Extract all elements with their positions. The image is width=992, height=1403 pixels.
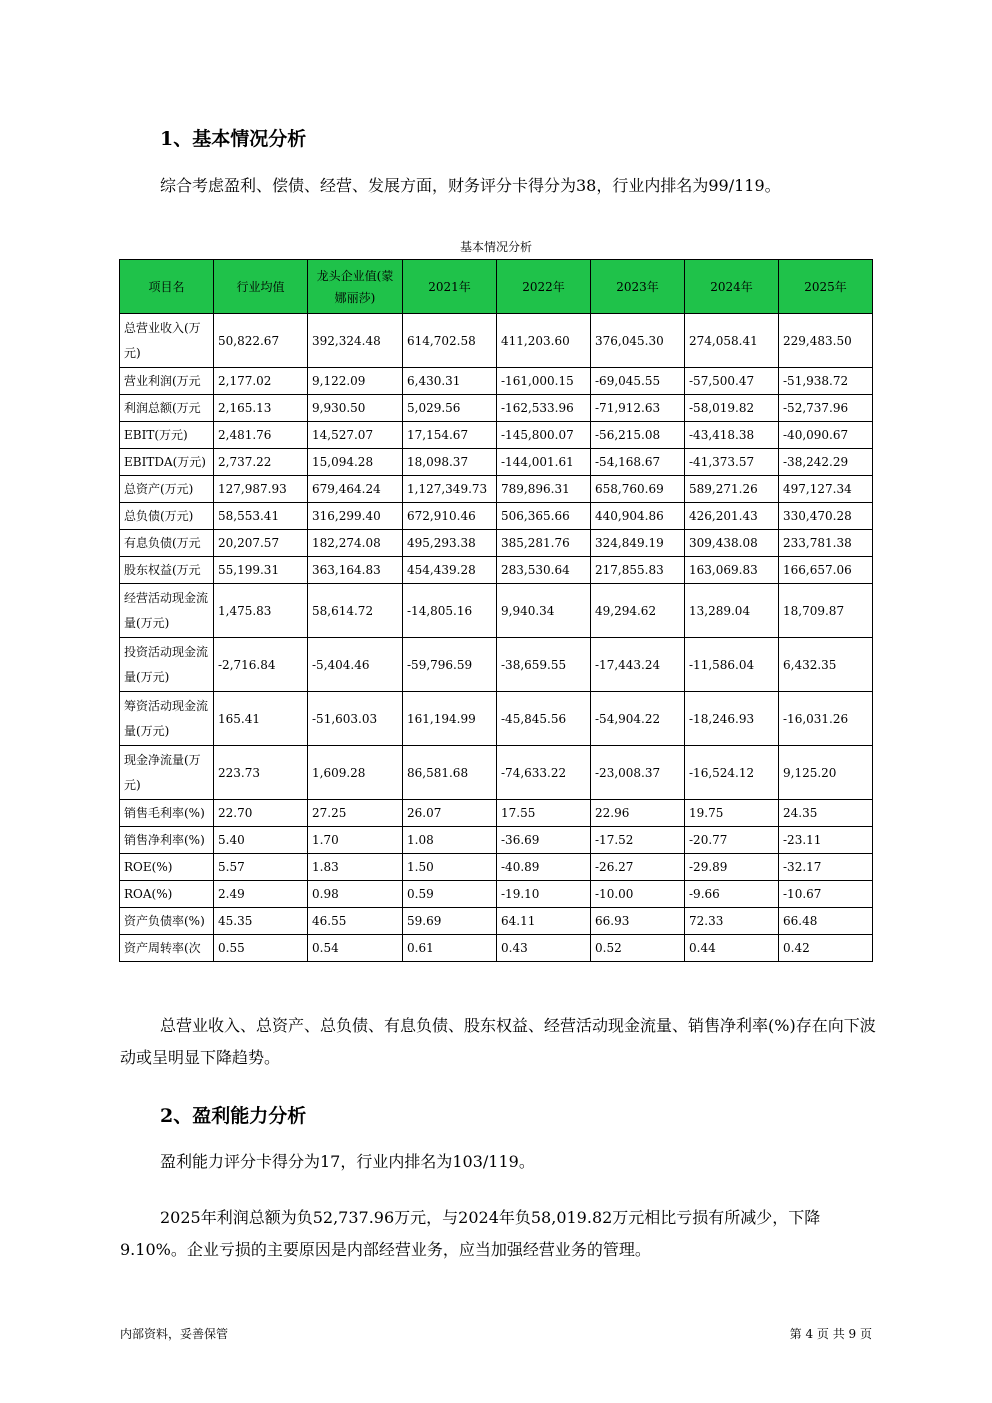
row-label: ROA(%) (120, 881, 214, 908)
table-cell: 1,475.83 (214, 584, 308, 638)
table-cell: -18,246.93 (685, 692, 779, 746)
table-cell: -58,019.82 (685, 395, 779, 422)
table-cell: 5.40 (214, 827, 308, 854)
table-row (120, 584, 873, 638)
table-cell: 0.43 (497, 935, 591, 962)
table-cell: -19.10 (497, 881, 591, 908)
table-cell: 376,045.30 (591, 314, 685, 368)
row-label: 筹资活动现金流量(万元) (120, 692, 214, 746)
table-cell: 9,940.34 (497, 584, 591, 638)
table-row (120, 827, 873, 854)
table-cell: 589,271.26 (685, 476, 779, 503)
section2-score (120, 1146, 880, 1178)
section2-detail (120, 1202, 880, 1266)
table-cell: -57,500.47 (685, 368, 779, 395)
table-cell: -2,716.84 (214, 638, 308, 692)
table-cell: 22.70 (214, 800, 308, 827)
table-cell: -161,000.15 (497, 368, 591, 395)
table-cell: 495,293.38 (403, 530, 497, 557)
row-label: 总营业收入(万元) (120, 314, 214, 368)
table-cell: 330,470.28 (779, 503, 873, 530)
table-cell: 2.49 (214, 881, 308, 908)
table-cell: -43,418.38 (685, 422, 779, 449)
table-row (120, 881, 873, 908)
row-label: 股东权益(万元 (120, 557, 214, 584)
trend-summary-text: 总营业收入、总资产、总负债、有息负债、股东权益、经营活动现金流量、销售净利率(%)存在向下波动或呈明显下降趋势。 (120, 1016, 876, 1067)
table-cell: 316,299.40 (308, 503, 403, 530)
table-row (120, 530, 873, 557)
table-cell: 1.83 (308, 854, 403, 881)
table-cell: -74,633.22 (497, 746, 591, 800)
table-cell: 679,464.24 (308, 476, 403, 503)
table-row (120, 692, 873, 746)
table-cell: 324,849.19 (591, 530, 685, 557)
table-cell: 163,069.83 (685, 557, 779, 584)
table-cell: 283,530.64 (497, 557, 591, 584)
row-label: 资产周转率(次 (120, 935, 214, 962)
column-header: 2021年 (403, 260, 497, 314)
table-cell: 18,098.37 (403, 449, 497, 476)
table-cell: -41,373.57 (685, 449, 779, 476)
table-cell: -36.69 (497, 827, 591, 854)
table-cell: 161,194.99 (403, 692, 497, 746)
row-label: 销售净利率(%) (120, 827, 214, 854)
table-cell: -69,045.55 (591, 368, 685, 395)
table-cell: -23.11 (779, 827, 873, 854)
table-cell: 24.35 (779, 800, 873, 827)
row-label: 利润总额(万元 (120, 395, 214, 422)
table-cell: -20.77 (685, 827, 779, 854)
row-label: 有息负债(万元 (120, 530, 214, 557)
table-cell: 182,274.08 (308, 530, 403, 557)
table-cell: 15,094.28 (308, 449, 403, 476)
table-cell: -59,796.59 (403, 638, 497, 692)
table-cell: 223.73 (214, 746, 308, 800)
table-cell: 614,702.58 (403, 314, 497, 368)
section1-intro (120, 170, 880, 202)
table-row (120, 422, 873, 449)
table-header-row (120, 260, 873, 314)
table-cell: 658,760.69 (591, 476, 685, 503)
table-row (120, 557, 873, 584)
column-header: 2024年 (685, 260, 779, 314)
table-cell: 9,122.09 (308, 368, 403, 395)
table-cell: -10.67 (779, 881, 873, 908)
column-header: 项目名 (120, 260, 214, 314)
table-row (120, 476, 873, 503)
table-row (120, 800, 873, 827)
table-cell: 1.08 (403, 827, 497, 854)
table-cell: -11,586.04 (685, 638, 779, 692)
column-header: 龙头企业值(蒙娜丽莎) (308, 260, 403, 314)
table-row (120, 503, 873, 530)
table-cell: -51,603.03 (308, 692, 403, 746)
table-cell: -162,533.96 (497, 395, 591, 422)
table-cell: 127,987.93 (214, 476, 308, 503)
table-cell: -23,008.37 (591, 746, 685, 800)
row-label: 销售毛利率(%) (120, 800, 214, 827)
table-cell: 13,289.04 (685, 584, 779, 638)
column-header: 2025年 (779, 260, 873, 314)
table-cell: -29.89 (685, 854, 779, 881)
table-cell: -71,912.63 (591, 395, 685, 422)
row-label: 投资活动现金流量(万元) (120, 638, 214, 692)
footer-page-number: 第 4 页 共 9 页 (789, 1327, 872, 1341)
table-cell: 22.96 (591, 800, 685, 827)
table-cell: 229,483.50 (779, 314, 873, 368)
table-row (120, 314, 873, 368)
row-label: 资产负债率(%) (120, 908, 214, 935)
table-cell: 309,438.08 (685, 530, 779, 557)
table-cell: 274,058.41 (685, 314, 779, 368)
table-cell: 2,177.02 (214, 368, 308, 395)
table-cell: 363,164.83 (308, 557, 403, 584)
table-cell: -45,845.56 (497, 692, 591, 746)
table-cell: -9.66 (685, 881, 779, 908)
table-row (120, 854, 873, 881)
column-header: 2022年 (497, 260, 591, 314)
table-cell: 17,154.67 (403, 422, 497, 449)
table-row (120, 395, 873, 422)
table-cell: 454,439.28 (403, 557, 497, 584)
table-cell: -52,737.96 (779, 395, 873, 422)
table-cell: 411,203.60 (497, 314, 591, 368)
table-cell: 789,896.31 (497, 476, 591, 503)
table-cell: 165.41 (214, 692, 308, 746)
table-cell: 6,430.31 (403, 368, 497, 395)
table-caption: 基本情况分析 (459, 240, 532, 254)
table-cell: -10.00 (591, 881, 685, 908)
table-cell: 9,930.50 (308, 395, 403, 422)
table-cell: 86,581.68 (403, 746, 497, 800)
table-cell: -40.89 (497, 854, 591, 881)
section1-intro-text: 综合考虑盈利、偿债、经营、发展方面，财务评分卡得分为38，行业内排名为99/119。 (160, 176, 781, 195)
table-cell: -54,168.67 (591, 449, 685, 476)
column-header: 行业均值 (214, 260, 308, 314)
table-body (120, 314, 873, 962)
row-label: 经营活动现金流量(万元) (120, 584, 214, 638)
table-cell: 672,910.46 (403, 503, 497, 530)
table-cell: 20,207.57 (214, 530, 308, 557)
table-cell: 9,125.20 (779, 746, 873, 800)
table-row (120, 449, 873, 476)
table-cell: 6,432.35 (779, 638, 873, 692)
table-cell: 5,029.56 (403, 395, 497, 422)
table-cell: 66.93 (591, 908, 685, 935)
table-cell: -32.17 (779, 854, 873, 881)
table-cell: 59.69 (403, 908, 497, 935)
trend-summary (120, 1010, 880, 1074)
table-cell: 506,365.66 (497, 503, 591, 530)
table-row (120, 368, 873, 395)
table-cell: 1,609.28 (308, 746, 403, 800)
table-cell: -38,242.29 (779, 449, 873, 476)
table-cell: 440,904.86 (591, 503, 685, 530)
table-cell: -54,904.22 (591, 692, 685, 746)
table-cell: -17.52 (591, 827, 685, 854)
section2-score-text: 盈利能力评分卡得分为17，行业内排名为103/119。 (160, 1152, 535, 1171)
table-cell: 49,294.62 (591, 584, 685, 638)
table-cell: 50,822.67 (214, 314, 308, 368)
table-cell: 17.55 (497, 800, 591, 827)
table-cell: 19.75 (685, 800, 779, 827)
table-cell: -38,659.55 (497, 638, 591, 692)
table-cell: 0.52 (591, 935, 685, 962)
table-cell: 166,657.06 (779, 557, 873, 584)
table-cell: 18,709.87 (779, 584, 873, 638)
table-cell: 2,737.22 (214, 449, 308, 476)
financial-table (119, 259, 873, 962)
table-cell: -17,443.24 (591, 638, 685, 692)
section2-heading: 2、盈利能力分析 (160, 1105, 307, 1127)
table-cell: 1.50 (403, 854, 497, 881)
table-row (120, 935, 873, 962)
table-cell: 233,781.38 (779, 530, 873, 557)
table-row (120, 638, 873, 692)
table-cell: -14,805.16 (403, 584, 497, 638)
table-cell: 1,127,349.73 (403, 476, 497, 503)
table-cell: 0.98 (308, 881, 403, 908)
table-cell: 27.25 (308, 800, 403, 827)
section2-detail-text: 2025年利润总额为负52,737.96万元，与2024年负58,019.82万元相比亏损有所减少，下降9.10%。企业亏损的主要原因是内部经营业务，应当加强经营业务的管理。 (120, 1208, 821, 1259)
table-cell: -16,524.12 (685, 746, 779, 800)
table-cell: 2,481.76 (214, 422, 308, 449)
table-cell: -26.27 (591, 854, 685, 881)
table-cell: 0.55 (214, 935, 308, 962)
table-cell: 0.54 (308, 935, 403, 962)
row-label: EBIT(万元) (120, 422, 214, 449)
table-cell: 66.48 (779, 908, 873, 935)
table-cell: 1.70 (308, 827, 403, 854)
table-cell: -144,001.61 (497, 449, 591, 476)
table-cell: 392,324.48 (308, 314, 403, 368)
table-cell: 55,199.31 (214, 557, 308, 584)
table-cell: 14,527.07 (308, 422, 403, 449)
table-cell: 0.61 (403, 935, 497, 962)
table-cell: 58,614.72 (308, 584, 403, 638)
table-cell: 0.42 (779, 935, 873, 962)
row-label: 总负债(万元) (120, 503, 214, 530)
table-row (120, 746, 873, 800)
row-label: 现金净流量(万元) (120, 746, 214, 800)
table-cell: 64.11 (497, 908, 591, 935)
column-header: 2023年 (591, 260, 685, 314)
table-cell: -145,800.07 (497, 422, 591, 449)
table-cell: 26.07 (403, 800, 497, 827)
table-cell: 217,855.83 (591, 557, 685, 584)
table-row (120, 908, 873, 935)
table-cell: -5,404.46 (308, 638, 403, 692)
table-cell: -40,090.67 (779, 422, 873, 449)
table-cell: 0.44 (685, 935, 779, 962)
table-cell: -56,215.08 (591, 422, 685, 449)
table-cell: 46.55 (308, 908, 403, 935)
table-cell: 58,553.41 (214, 503, 308, 530)
row-label: EBITDA(万元) (120, 449, 214, 476)
table-cell: 385,281.76 (497, 530, 591, 557)
row-label: 营业利润(万元 (120, 368, 214, 395)
table-cell: 0.59 (403, 881, 497, 908)
table-cell: -16,031.26 (779, 692, 873, 746)
row-label: ROE(%) (120, 854, 214, 881)
footer-note: 内部资料，妥善保管 (120, 1327, 229, 1341)
row-label: 总资产(万元) (120, 476, 214, 503)
table-cell: 5.57 (214, 854, 308, 881)
table-cell: 45.35 (214, 908, 308, 935)
section1-heading: 1、基本情况分析 (160, 128, 307, 150)
table-cell: 2,165.13 (214, 395, 308, 422)
table-cell: -51,938.72 (779, 368, 873, 395)
table-cell: 497,127.34 (779, 476, 873, 503)
table-cell: 426,201.43 (685, 503, 779, 530)
table-cell: 72.33 (685, 908, 779, 935)
